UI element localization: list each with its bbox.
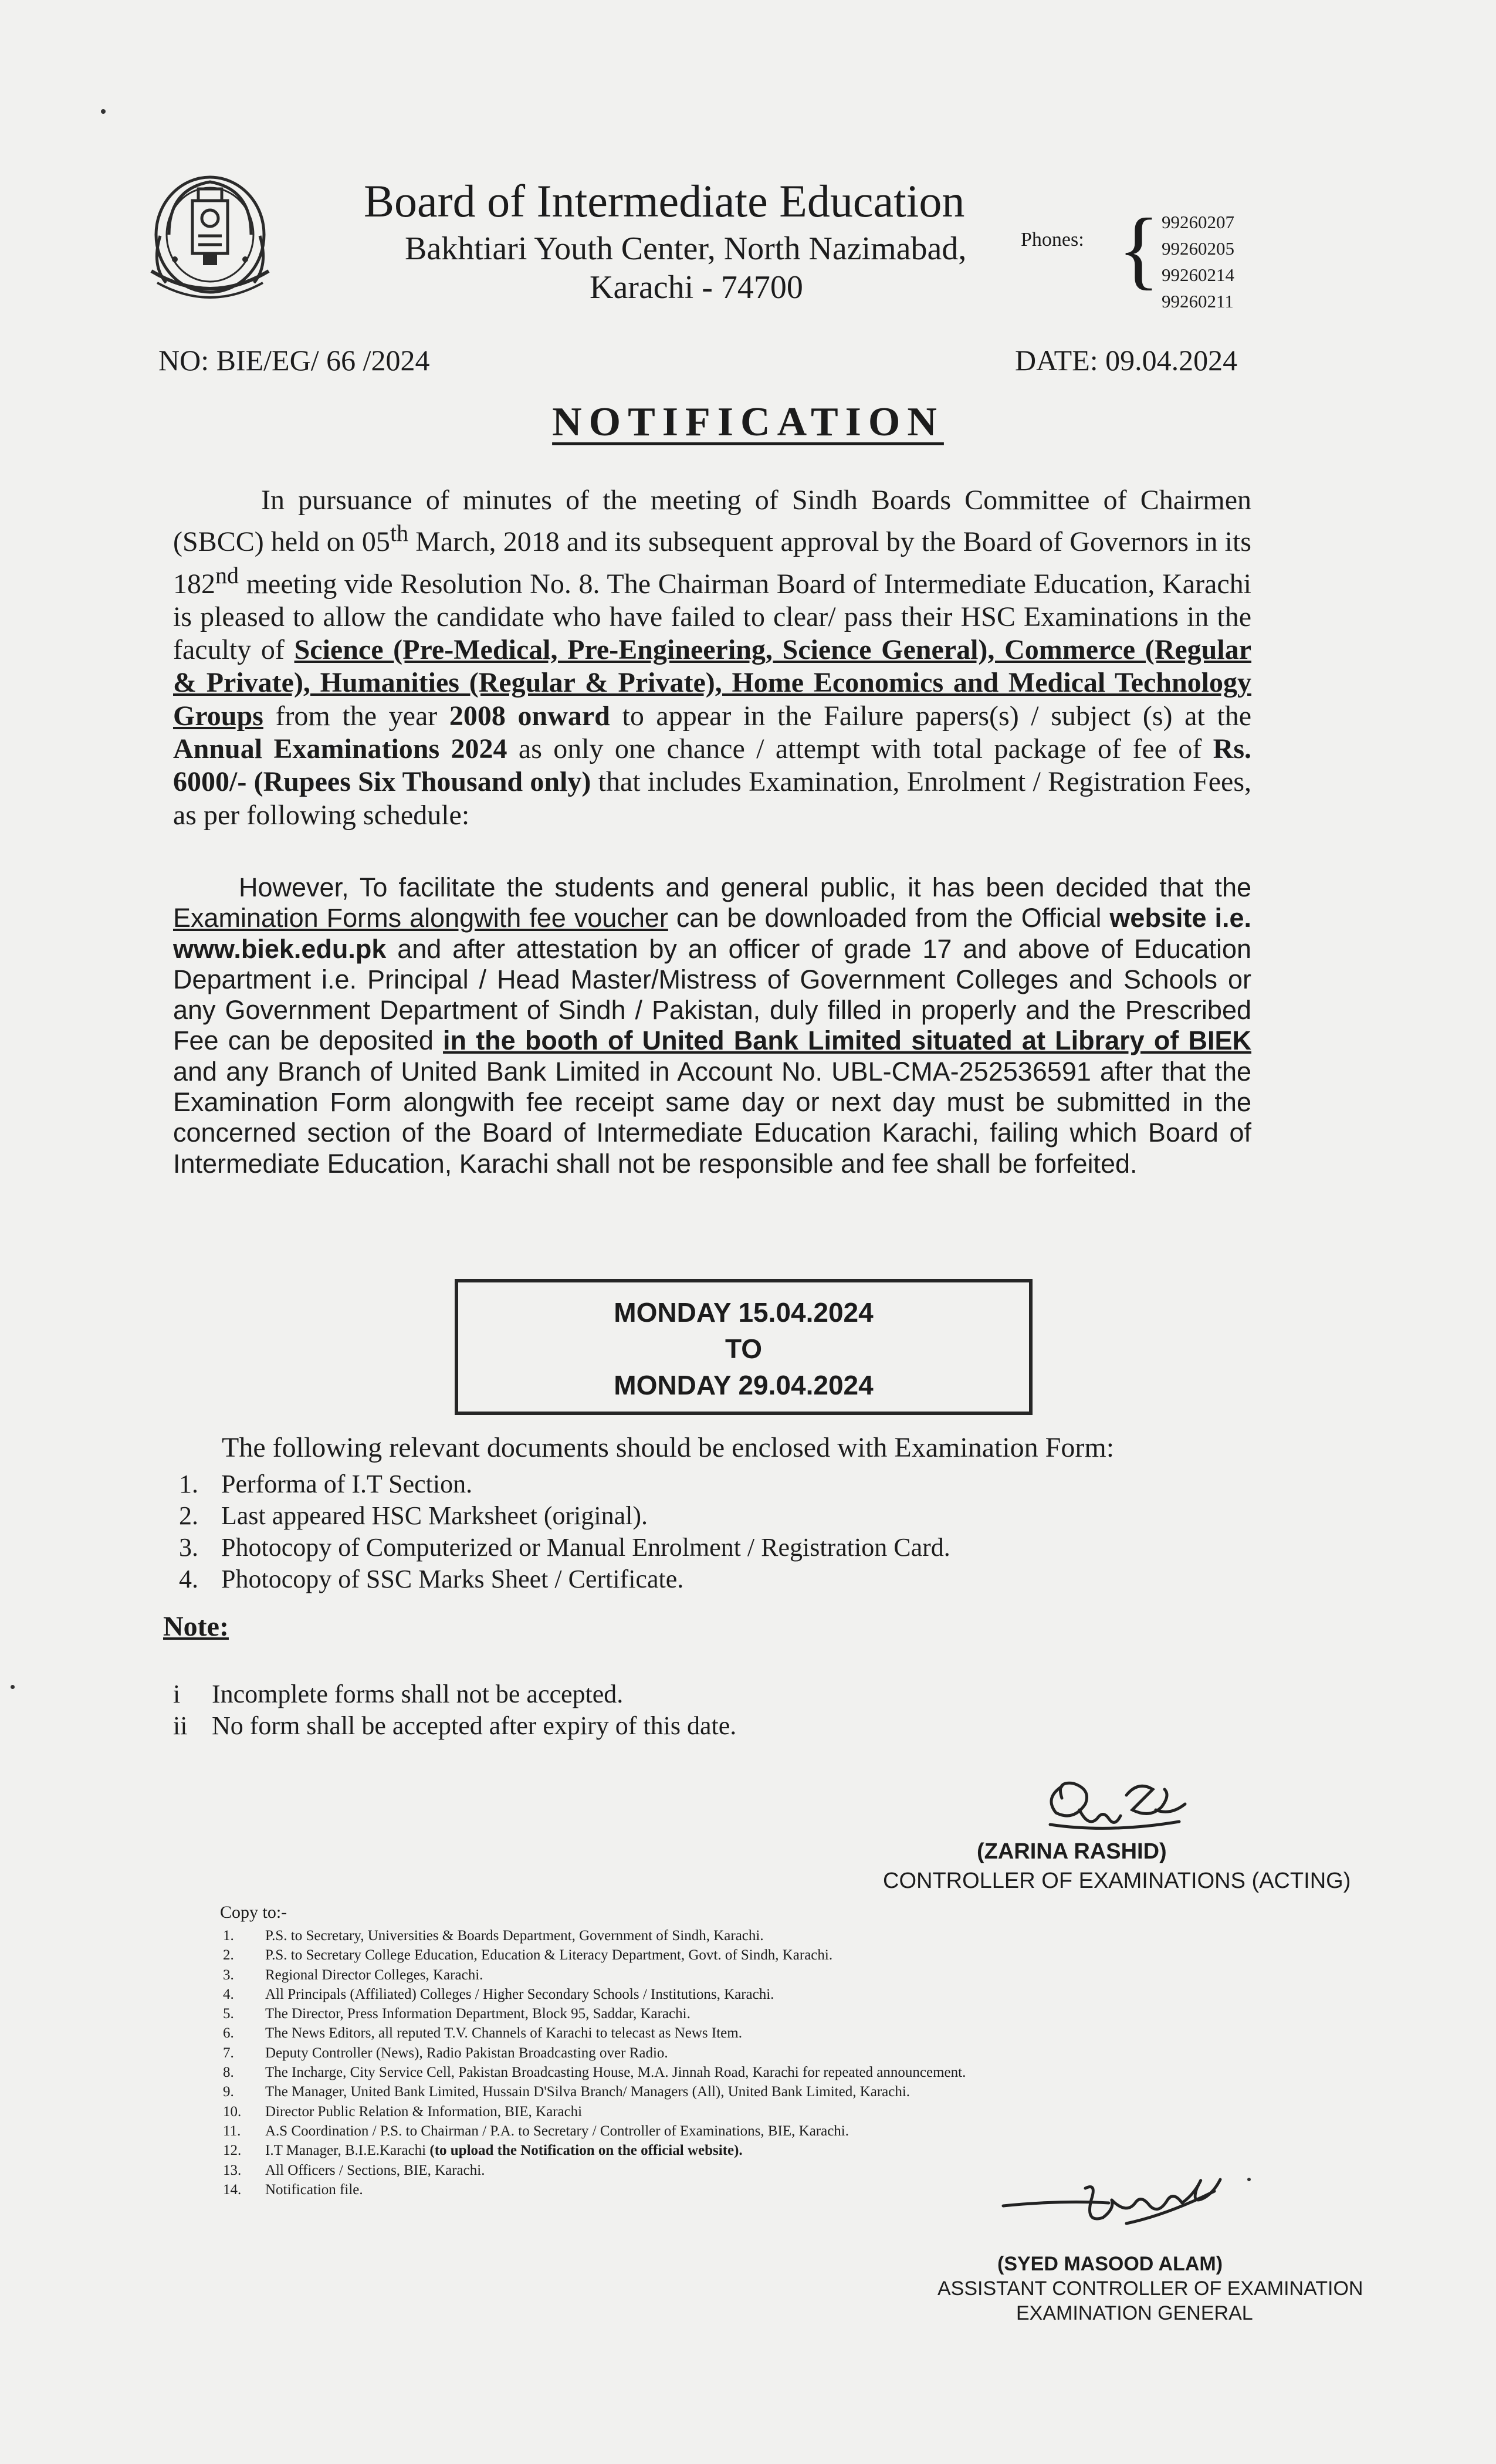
list-item: 2. Last appeared HSC Marksheet (original). bbox=[179, 1501, 648, 1530]
address-line-1: Bakhtiari Youth Center, North Nazimabad, bbox=[405, 231, 967, 267]
phone-list bbox=[1162, 209, 1234, 314]
scan-speck bbox=[1247, 2178, 1251, 2181]
phone-number: 99260214 bbox=[1162, 265, 1234, 285]
copy-item: 3. Regional Director Colleges, Karachi. bbox=[223, 1967, 483, 1983]
copy-item: 4. All Principals (Affiliated) Colleges / Higher Secondary Schools / Institutions, Karachi. bbox=[223, 1986, 774, 2002]
scan-speck bbox=[11, 1685, 15, 1689]
reference-number: NO: BIE/EG/ 66 /2024 bbox=[158, 344, 430, 377]
phones-brace-icon: { bbox=[1118, 201, 1160, 298]
note-label: Note: bbox=[163, 1611, 229, 1642]
copy-item: 8. The Incharge, City Service Cell, Pakistan Broadcasting House, M.A. Jinnah Road, Karachi for repeated announcement. bbox=[223, 2064, 966, 2081]
reference-date: DATE: 09.04.2024 bbox=[1015, 344, 1238, 377]
faculty-groups: Science (Pre-Medical, Pre-Engineering, Science General), Commerce (Regular & Private), Humanities (Regular & Private), Home Economics and Medical Technology Groups bbox=[173, 634, 1252, 732]
copy-item: 14. Notification file. bbox=[223, 2181, 363, 2198]
list-item: 3. Photocopy of Computerized or Manual Enrolment / Registration Card. bbox=[179, 1533, 950, 1562]
list-item: 1. Performa of I.T Section. bbox=[179, 1470, 473, 1498]
bank-booth: in the booth of United Bank Limited situated at Library of BIEK bbox=[443, 1025, 1251, 1056]
phone-number: 99260205 bbox=[1162, 238, 1234, 259]
signatory2-title-line2: EXAMINATION GENERAL bbox=[1016, 2302, 1253, 2324]
schedule-to: TO bbox=[725, 1333, 763, 1364]
copy-item: 5. The Director, Press Information Department, Block 95, Saddar, Karachi. bbox=[223, 2006, 691, 2022]
note-item: ii No form shall be accepted after expiry of this date. bbox=[173, 1711, 737, 1740]
website-link[interactable]: website i.e. www.biek.edu.pk bbox=[173, 903, 1252, 964]
signature-controller bbox=[1038, 1763, 1197, 1839]
scan-speck bbox=[101, 109, 106, 114]
note-item: i Incomplete forms shall not be accepted. bbox=[173, 1680, 624, 1708]
phone-number: 99260207 bbox=[1162, 212, 1234, 232]
address-line-2: Karachi - 74700 bbox=[590, 269, 803, 306]
phone-number: 99260211 bbox=[1162, 291, 1234, 312]
forms-link[interactable]: Examination Forms alongwith fee voucher bbox=[173, 903, 668, 933]
org-name: Board of Intermediate Education bbox=[364, 175, 965, 226]
signatory-title: CONTROLLER OF EXAMINATIONS (ACTING) bbox=[883, 1869, 1351, 1893]
year-onward: 2008 onward bbox=[449, 700, 610, 732]
copy-item: 9. The Manager, United Bank Limited, Hussain D'Silva Branch/ Managers (All), United Bank Limited, Karachi. bbox=[223, 2084, 911, 2100]
copy-item: 6. The News Editors, all reputed T.V. Channels of Karachi to telecast as News Item. bbox=[223, 2025, 742, 2042]
board-crest-logo-icon bbox=[134, 165, 286, 312]
schedule-box bbox=[455, 1279, 1033, 1415]
fee-amount: Rs. 6000/- (Rupees Six Thousand only) bbox=[173, 733, 1252, 798]
list-item: 4. Photocopy of SSC Marks Sheet / Certificate. bbox=[179, 1565, 684, 1593]
paragraph-facilitation: However, To facilitate the students and general public, it has been decided that the Examination Forms alongwith fee voucher can be downloaded from the Official website i.e. www.biek.edu.pk and after attestation by an officer of grade 17 and above of Education Department i.e. Principal / Head Master/Mistress of Government Colleges and Schools or any Government Department of Sindh / Pakistan, duly filled in properly and the Prescribed Fee can be deposited in the booth of United Bank Limited situated at Library of BIEK and any Branch of United Bank Limited in Account No. UBL-CMA-252536591 after that the Examination Form alongwith fee receipt same day or next day must be submitted in the concerned section of the Board of Intermediate Education Karachi, failing which Board of Intermediate Education, Karachi shall not be responsible and fee shall be forfeited. bbox=[173, 872, 1252, 1179]
exam-name: Annual Examinations 2024 bbox=[173, 733, 507, 765]
copy-item: 12. I.T Manager, B.I.E.Karachi (to upload the Notification on the official website). bbox=[223, 2143, 743, 2159]
paragraph-main: In pursuance of minutes of the meeting of Sindh Boards Committee of Chairmen (SBCC) held on 05th March, 2018 and its subsequent approval by the Board of Governors in its 182nd meeting vide Resolution No. 8. The Chairman Board of Intermediate Education, Karachi is pleased to allow the candidate who have failed to clear/ pass their HSC Examinations in the faculty of Science (Pre-Medical, Pre-Engineering, Science General), Commerce (Regular & Private), Humanities (Regular & Private), Home Economics and Medical Technology Groups from the year 2008 onward to appear in the Failure papers(s) / subject (s) at the Annual Examinations 2024 as only one chance / attempt with total package of fee of Rs. 6000/- (Rupees Six Thousand only) that includes Examination, Enrolment / Registration Fees, as per following schedule: bbox=[173, 485, 1252, 831]
signatory2-name: (SYED MASOOD ALAM) bbox=[997, 2253, 1223, 2275]
documents-intro: The following relevant documents should be enclosed with Examination Form: bbox=[222, 1432, 1115, 1463]
copy-to-list bbox=[223, 1926, 966, 2199]
phones-label: Phones: bbox=[1021, 229, 1084, 251]
copy-to-label: Copy to:- bbox=[220, 1903, 287, 1922]
copy-item: 13. All Officers / Sections, BIE, Karachi. bbox=[223, 2162, 485, 2178]
notification-heading: NOTIFICATION bbox=[552, 400, 944, 445]
copy-item: 1. P.S. to Secretary, Universities & Boards Department, Government of Sindh, Karachi. bbox=[223, 1928, 764, 1944]
signatory-name: (ZARINA RASHID) bbox=[977, 1839, 1167, 1864]
copy-item: 10. Director Public Relation & Information, BIE, Karachi bbox=[223, 2103, 583, 2120]
signature-assistant-controller bbox=[991, 2159, 1261, 2247]
schedule-end: MONDAY 29.04.2024 bbox=[614, 1370, 874, 1400]
schedule-start: MONDAY 15.04.2024 bbox=[614, 1297, 874, 1328]
copy-item: 2. P.S. to Secretary College Education, Education & Literacy Department, Govt. of Sindh, Karachi. bbox=[223, 1947, 833, 1964]
copy-item: 7. Deputy Controller (News), Radio Pakistan Broadcasting over Radio. bbox=[223, 2045, 668, 2061]
signatory2-title-line1: ASSISTANT CONTROLLER OF EXAMINATION bbox=[937, 2277, 1363, 2300]
copy-item: 11. A.S Coordination / P.S. to Chairman / P.A. to Secretary / Controller of Examinations, BIE, Karachi. bbox=[223, 2123, 849, 2139]
